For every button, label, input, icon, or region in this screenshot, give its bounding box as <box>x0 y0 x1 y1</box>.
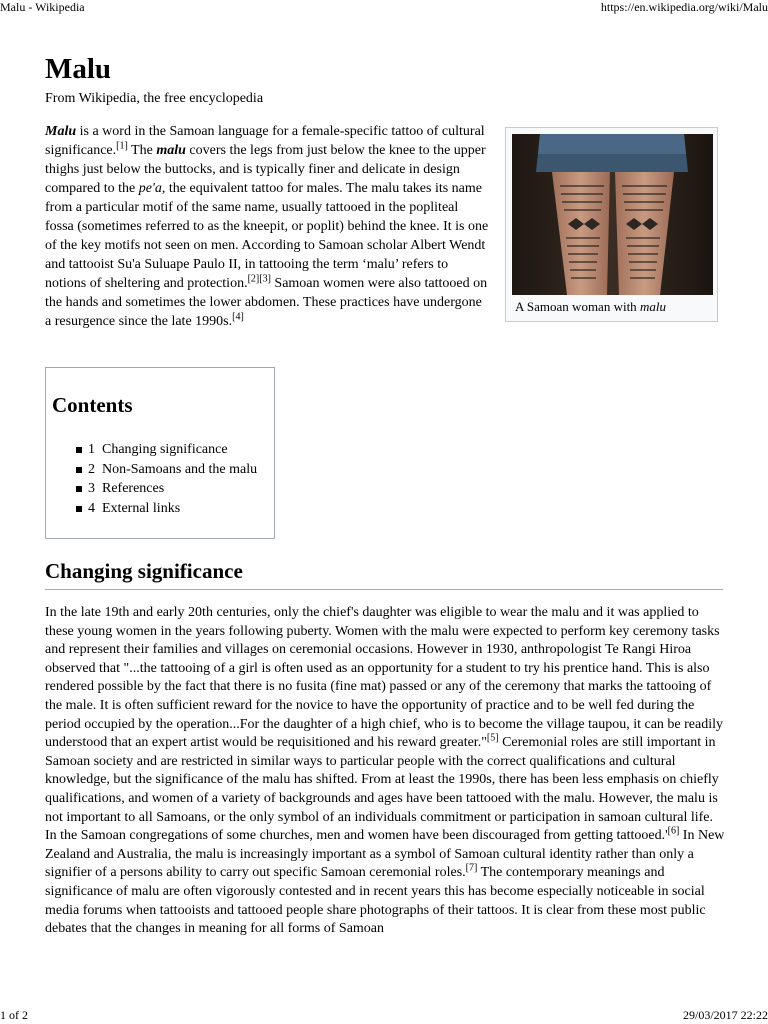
citation-5[interactable]: [5] <box>486 732 499 744</box>
bullet-icon <box>76 486 82 492</box>
citation-6[interactable]: [6] <box>667 825 680 837</box>
page-header-url: https://en.wikipedia.org/wiki/Malu <box>600 0 768 14</box>
citation-4[interactable]: [4] <box>232 311 244 323</box>
citation-7[interactable]: [7] <box>465 862 478 874</box>
toc-item-changing-significance[interactable]: 1 Changing significance <box>76 440 257 460</box>
page-footer-timestamp: 29/03/2017 22:22 <box>682 1008 768 1022</box>
malu-photo[interactable] <box>512 134 713 295</box>
malu-photo-illustration <box>512 134 713 295</box>
section-heading-changing-significance: Changing significance <box>45 559 243 583</box>
page-tagline: From Wikipedia, the free encyclopedia <box>45 91 264 106</box>
toc-item-non-samoans[interactable]: 2 Non-Samoans and the malu <box>76 460 257 480</box>
bullet-icon <box>76 506 82 512</box>
page-title: Malu <box>45 53 112 85</box>
toc-item-external-links[interactable]: 4 External links <box>76 499 257 519</box>
citation-1[interactable]: [1] <box>116 140 128 152</box>
bullet-icon <box>76 467 82 473</box>
bullet-icon <box>76 447 82 453</box>
page-footer-pagination: 1 of 2 <box>0 1008 28 1022</box>
citation-2-3[interactable]: [2][3] <box>247 273 271 285</box>
infobox-caption: A Samoan woman with malu <box>515 299 666 314</box>
toc-item-references[interactable]: 3 References <box>76 479 257 499</box>
toc-title: Contents <box>52 393 133 417</box>
page-header-title: Malu - Wikipedia <box>0 0 85 14</box>
toc-list <box>76 440 257 518</box>
section-divider <box>45 589 723 590</box>
intro-term: Malu <box>45 124 77 139</box>
infobox <box>505 127 718 322</box>
intro-paragraph: Malu is a word in the Samoan language for a female-specific tattoo of cultural significance.[1] The malu covers the legs from just below the knee to the upper thighs just below the buttocks, and is typically finer and delicate in design compared to the pe'a, the equivalent tattoo for males. The malu takes its name from a particular motif of the same name, usually tattooed in the popliteal fossa (sometimes referred to as the kneepit, or poplit) behind the knee. It is one of the key motifs not seen on men. According to Samoan scholar Albert Wendt and tattooist Su'a Suluape Paulo II, in tattooing the term ‘malu’ refers to notions of sheltering and protection.[2][3] Samoan women were also tattooed on the hands and sometimes the lower abdomen. These practices have undergone a resurgence since the late 1990s.[4] <box>45 124 489 329</box>
table-of-contents <box>45 367 275 539</box>
section-paragraph: In the late 19th and early 20th centuries, only the chief's daughter was eligible to wear the malu and it was applied to these young women in the years following puberty. Women with the malu were expected to perform key ceremony tasks and represent their families and villages on ceremonial occasions. However in 1930, anthropologist Te Rangi Hiroa observed that "...the tattooing of a girl is often used as an opportunity for a student to try his prentice hand. This is also rendered possible by the fact that there is no fusita (fine mat) passed or any of the ceremony that marks the tattooing of the male. It is often sufficient reward for the novice to have the opportunity of practice and to be well fed during the period occupied by the operation...For the daughter of a high chief, who is to become the village taupou, it can be readily understood that an expert artist would be requisitioned and his reward greater."[5] Ceremonial roles are still important in Samoan society and are restricted in similar ways to particular people with the correct qualifications and cultural knowledge, but the significance of the malu has shifted. From at least the 1990s, there has been less emphasis on chiefly qualifications, and women of a variety of backgrounds and ages have been tattooed with the malu. However, the malu is not important to all Samoans, or the only symbol of an individuals commitment or participation in samoan cultural life. In the Samoan congregations of some churches, men and women have been discouraged from getting tattooed.'[6] In New Zealand and Australia, the malu is increasingly important as a symbol of Samoan cultural identity rather than only a signifier of a persons ability to carry out specific Samoan ceremonial roles.[7] The contemporary meanings and significance of malu are often vigorously contested and in recent years this has become especially noticeable in social media forums when tattooists and tattooed people share photographs of their tattoos. It is clear from these most public debates that the changes in meaning for all forms of Samoan <box>45 605 725 937</box>
